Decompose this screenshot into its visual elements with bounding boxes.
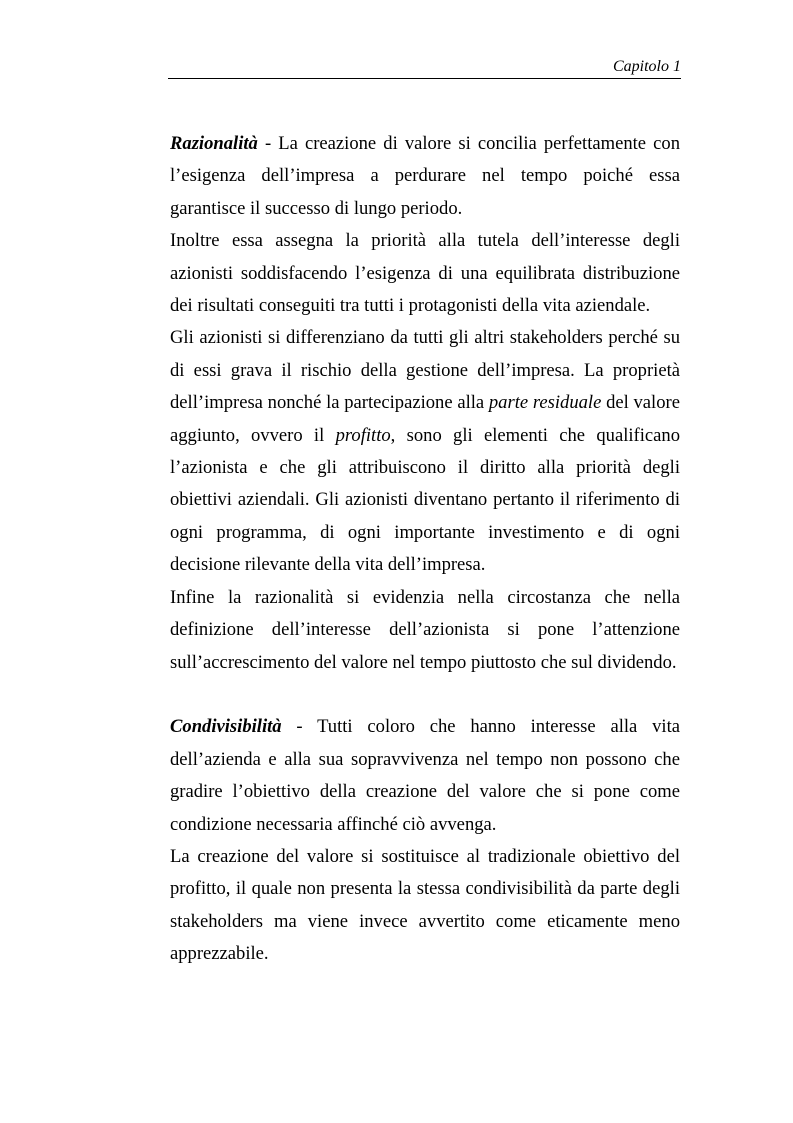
section-spacer: [170, 679, 680, 711]
page-header: [168, 56, 681, 79]
term-separator: -: [257, 133, 279, 154]
razionalita-text-3b: del valore aggiunto, ovvero il: [170, 392, 680, 446]
razionalita-paragraph-4: Infine la razionalità si evidenzia nella circostanza che nella definizione dell’interesse dell’azionista si pone l’attenzione sull’accrescimento del valore nel tempo piuttosto che sul dividendo.: [170, 586, 680, 673]
emphasis-parte-residuale: parte residuale: [488, 392, 602, 414]
razionalita-text-3c: , sono gli elementi che qualificano l’azionista e che gli attribuiscono il diritto alla priorità degli obiettivi aziendali. Gli azionisti diventano pertanto il riferimento di ogni programma, di ogni importante investimento e di ogni decisione rilevante della vita dell’impresa.: [170, 424, 680, 576]
razionalita-text-1: La creazione di valore si concilia perfettamente con l’esigenza dell’impresa a perdurare nel tempo poiché essa garantisce il successo di lungo periodo.: [170, 133, 680, 219]
document-body: [170, 128, 680, 971]
condivisibilita-paragraph-1: [170, 711, 680, 841]
razionalita-paragraph-1: [170, 128, 680, 225]
razionalita-paragraph-2: Inoltre essa assegna la priorità alla tutela dell’interesse degli azionisti soddisfacendo l’esigenza di una equilibrata distribuzione dei risultati conseguiti tra tutti i protagonisti della vita aziendale.: [170, 230, 680, 317]
condivisibilita-paragraph-2: La creazione del valore si sostituisce al tradizionale obiettivo del profitto, il quale non presenta la stessa condivisibilità da parte degli stakeholders ma viene invece avvertito come eticamente meno apprezzabile.: [170, 845, 680, 965]
term-razionalita: Razionalità: [170, 133, 258, 154]
term-condivisibilita: Condivisibilità: [170, 716, 282, 738]
razionalita-paragraph-3: [170, 322, 680, 581]
condivisibilita-text-1: Tutti coloro che hanno interesse alla vita dell’azienda e alla sua sopravvivenza nel tempo non possono che gradire l’obiettivo della creazione del valore che si pone come condizione necessaria affinché ciò avvenga.: [170, 716, 681, 835]
emphasis-profitto: profitto: [335, 424, 391, 446]
chapter-title: Capitolo 1: [612, 58, 681, 75]
term-separator: -: [281, 716, 318, 738]
razionalita-text-3a: Gli azionisti si differenziano da tutti gli altri stakeholders perché su di essi grava il rischio della gestione dell’impresa. La proprietà dell’impresa nonché la partecipazione alla: [170, 327, 680, 414]
